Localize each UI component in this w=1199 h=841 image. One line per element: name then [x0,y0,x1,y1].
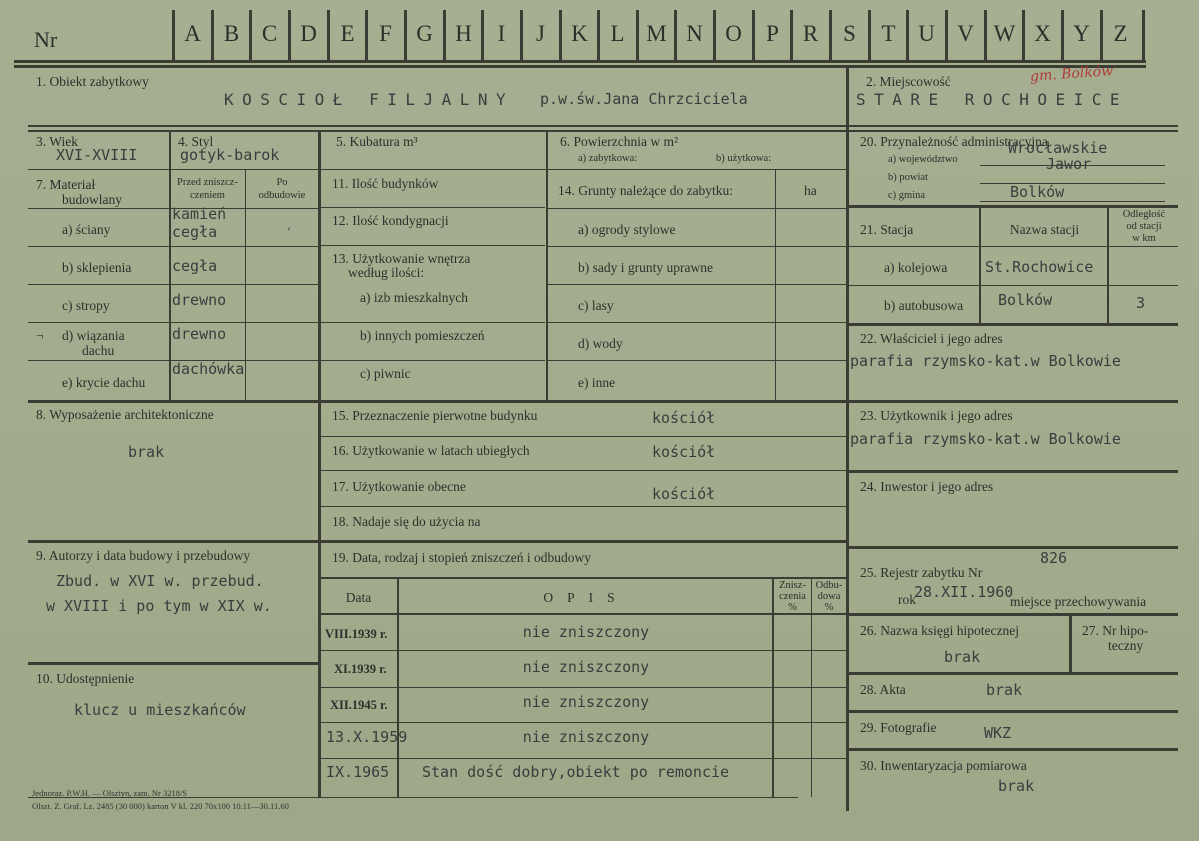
f9-line-2: w XVIII i po tym w XIX w. [46,597,272,615]
nr-label: Nr [34,27,58,52]
f14-d: d) wody [578,336,623,351]
f28-top-line [848,672,1178,675]
letter-a: A [184,21,201,46]
f26-top-line [848,613,1178,616]
f7-row-d-label-2: dachu [82,343,115,358]
f28-label: 28. Akta [860,682,906,697]
f14-unit: ha [804,183,817,198]
f7-after-header-1: Po [276,177,288,188]
f7-row-e-label: e) krycie dachu [62,375,146,390]
f21-dist-col-line [1107,207,1109,323]
section-10-top-line [28,662,318,665]
f22-value: parafia rzymsko-kat.w Bolkowie [850,352,1121,370]
f29-label: 29. Fotografie [860,720,937,735]
f21-header-bottom-line [848,246,1178,247]
f19-date-header: Data [345,590,372,605]
f19-row-line-1 [320,650,846,651]
letter-j: J [536,21,545,46]
f15-label: 15. Przeznaczenie pierwotne budynku [332,408,538,423]
pencil-tick-mark: ‘ [287,226,292,241]
f19-row-5-desc: Stan dość dobry,obiekt po remoncie [422,763,730,781]
f1-value-main: KOSCIOŁ FILJALNY [224,90,515,109]
f27-label-2: teczny [1108,638,1144,653]
f2-label: 2. Miejscowość [866,74,951,89]
f19-row-line-2 [320,687,846,688]
f19-row-2-date: XI.1939 r. [334,662,387,676]
f7-row-a-label: a) ściany [62,222,111,237]
wiek-styl-divider [169,130,171,169]
f15-bottom-line [320,436,846,437]
footer-line-2: Olszt. Z. Graf. Lz. 2485 (30 000) karton V kl. 220 70x100 10.11—30.11.60 [32,801,289,811]
f25-nr: 826 [1040,549,1068,567]
f21-dist-header-1: Odległość [1122,209,1166,220]
f12-label: 12. Ilość kondygnacji [332,213,449,228]
f5-label: 5. Kubatura m³ [336,134,418,149]
f13-a: a) izb mieszkalnych [360,290,468,305]
f2-value: STARE ROCHOEICE [856,90,1128,109]
row2-bottom-line [28,169,846,170]
f7-row-c-label: c) stropy [62,298,110,313]
f20-c-value: Bolków [1010,183,1065,201]
f8-label: 8. Wyposażenie architektoniczne [36,407,214,422]
f17-value: kościół [652,485,716,503]
f20-b-label: b) powiat [888,172,928,183]
f3-value: XVI-XVIII [56,146,138,164]
f7-label-1: 7. Materiał [36,177,96,192]
f19-row-line-4 [320,758,846,759]
f28-value: brak [986,681,1023,699]
f3-label: 3. Wiek [36,134,78,149]
material-row-line-4 [28,322,318,323]
f13-f14-divider [546,170,548,400]
f7-before-header-2: czeniem [190,190,225,201]
f22-top-line [848,323,1178,326]
section-9-top-line [28,540,320,543]
f11-label: 11. Ilość budynków [332,176,439,191]
f14-c: c) lasy [578,298,614,313]
f6-sub-a: a) zabytkowa: [578,153,638,164]
f19-zn-header-2: czenia [779,591,806,602]
material-col-line-1 [169,170,171,402]
letter-y: Y [1073,21,1090,46]
header-bottom-line-2 [14,65,1146,68]
f21-a-value: St.Rochowice [985,258,1094,276]
f27-label-1: 27. Nr hipo- [1082,623,1149,638]
f14-row-line-1 [548,208,846,209]
f19-row-line-3 [320,722,846,723]
f7-row-d-before: drewno [172,325,227,343]
letter-z: Z [1113,21,1128,46]
f19-opis-header: OPIS [543,590,629,605]
f19-row-5-date: IX.1965 [326,763,390,781]
f7-row-a-before-2: cegła [172,223,218,241]
f6-label: 6. Powierzchnia w m² [560,134,679,149]
f21-row-line [848,285,1178,286]
f9-line-1: Zbud. w XVI w. przebud. [56,572,264,590]
f14-row-line-4 [548,322,846,323]
f25-label: 25. Rejestr zabytku Nr [860,565,983,580]
row1-bottom-line [28,125,846,127]
f20-b-value: Jawor [1046,155,1092,173]
f21-a-label: a) kolejowa [884,260,948,275]
f19-label: 19. Data, rodzaj i stopień zniszczeń i odbudowy [332,550,592,565]
f7-row-d-label: d) wiązania [62,328,125,343]
f21-dist-header-2: od stacji [1126,221,1162,232]
f13-label-1: 13. Użytkowanie wnętrza [332,251,471,266]
f19-od-header-2: dowa [817,591,841,602]
f19-row-3-date: XII.1945 r. [330,698,388,712]
letter-f: F [379,21,392,46]
f7-after-header-2: odbudowie [258,190,306,201]
f12-bottom-line [320,245,545,246]
letter-c: C [261,21,278,46]
section-8-top-line [28,400,846,403]
f2-handwriting: gm. Bolków [1029,63,1114,85]
f29-top-line [848,710,1178,713]
f17-bottom-line [320,506,846,507]
f19-row-1-desc: nie zniszczony [522,623,650,641]
f30-top-line [848,748,1178,751]
f11-bottom-line [320,207,545,208]
f25-miejsce: miejsce przechowywania [1010,594,1147,609]
f30-value: brak [998,777,1035,795]
f14-e: e) inne [578,375,616,390]
f21-top-line [848,205,1178,208]
f19-row-4-date: 13.X.1959 [326,728,408,746]
f14-ha-column-line [775,170,776,400]
header-end-line [1142,10,1145,62]
f4-value: gotyk-barok [180,146,280,164]
letter-w: W [993,21,1016,46]
right-column-divider [846,67,849,811]
f25-rok-value: 28.XII.1960 [914,583,1014,601]
f9-label: 9. Autorzy i data budowy i przebudowy [36,548,251,563]
f7-label-2: budowlany [62,192,122,207]
row1-bottom-line-2 [28,130,846,132]
f14-a: a) ogrody stylowe [578,222,676,237]
letter-e: E [340,21,355,46]
f22-label: 22. Właściciel i jego adres [860,331,1003,346]
f2-bottom-line-2 [848,130,1178,132]
f6-sub-b: b) użytkowa: [716,153,772,164]
f23-value: parafia rzymsko-kat.w Bolkowie [850,430,1121,448]
f14-row-line-3 [548,284,846,285]
f8-value: brak [128,443,165,461]
letter-k: K [571,21,588,46]
f16-bottom-line [320,470,846,471]
letter-r: R [802,21,819,46]
f19-row-2-desc: nie zniszczony [522,658,650,676]
f19-zn-header-3: % [788,602,797,613]
f13-row-line-1 [320,322,545,323]
f26-value: brak [944,648,981,666]
f16-label: 16. Użytkowanie w latach ubiegłych [332,443,530,458]
f25-top-line [848,546,1178,549]
f18-bottom-line [320,540,846,543]
f19-row-4-desc: nie zniszczony [522,728,650,746]
letter-g: G [416,21,433,46]
letter-i: I [497,21,506,46]
letter-h: H [455,21,472,46]
f29-value: WKZ [984,724,1012,742]
f2-bottom-line [848,125,1178,127]
f23-top-line [848,400,1178,403]
f20-c-label: c) gmina [888,190,926,201]
f14-row-line-5 [548,360,846,361]
middle-divider [318,130,321,797]
letter-m: M [646,21,667,46]
f19-row-3-desc: nie zniszczony [522,693,650,711]
f23-label: 23. Użytkownik i jego adres [860,408,1013,423]
f30-label: 30. Inwentaryzacja pomiarowa [860,758,1027,773]
f14-row-line-2 [548,246,846,247]
f4-label: 4. Styl [178,134,214,149]
f7-row-b-before: cegła [172,257,218,275]
f21-dist-header-3: w km [1132,233,1156,244]
material-row-line-2 [28,246,318,247]
letter-v: V [957,21,974,46]
letter-b: B [223,21,240,46]
f21-name-header: Nazwa stacji [1009,222,1080,237]
letter-o: O [725,21,742,46]
f18-label: 18. Nadaje się do użycia na [332,514,481,529]
f16-value: kościół [652,443,716,461]
material-row-line-3 [28,284,318,285]
f1-value-rest: p.w.św.Jana Chrzciciela [540,90,748,108]
letter-t: T [881,21,896,46]
f19-od-header-3: % [824,602,834,613]
f7-before-header-1: Przed zniszcz- [177,177,238,188]
f19-od-header-1: Odbu- [815,580,843,591]
header-bottom-line [14,60,1146,63]
kub-pow-divider [546,130,548,170]
letter-u: U [918,21,935,46]
f13-b: b) innych pomieszczeń [360,328,485,343]
material-col-line-2 [245,170,246,402]
f21-label: 21. Stacja [860,222,914,237]
f20-label: 20. Przynależność administracyjna [860,134,1048,149]
letter-x: X [1034,21,1051,46]
f10-value: klucz u mieszkańców [74,701,246,719]
f13-label-2: według ilości: [348,265,425,280]
letter-l: L [610,21,625,46]
f1-label: 1. Obiekt zabytkowy [36,74,149,89]
f21-name-col-line [979,207,981,323]
f25-rok-label: rok [898,592,916,607]
f26-label: 26. Nazwa księgi hipotecznej [860,623,1019,638]
f7-row-b-label: b) sklepienia [62,260,132,275]
f21-b-label: b) autobusowa [884,298,964,313]
f17-label: 17. Użytkowanie obecne [332,479,466,494]
f20-a-value: Wrocławskie [1008,139,1108,157]
f21-b-value: Bolków [998,291,1053,309]
footer-line-1: Jednoraz. P.W.H. — Olsztyn, zam. Nr 3218/S [32,788,188,798]
letter-p: P [766,21,779,46]
f19-row-1-date: VIII.1939 r. [325,627,388,641]
f19-zn-header-1: Znisz- [779,580,806,591]
letter-s: S [843,21,856,46]
f7-row-a-before: kamień [172,205,227,223]
f20-underline-b [980,183,1165,184]
f21-b-distance: 3 [1136,294,1146,312]
f7-row-d-marker: ¬ [36,328,44,343]
f14-label: 14. Grunty należące do zabytku: [558,183,734,198]
f26-f27-divider [1069,615,1072,673]
f24-label: 24. Inwestor i jego adres [860,479,994,494]
f24-top-line [848,470,1178,473]
f7-row-e-before: dachówka [172,360,245,378]
f13-c: c) piwnic [360,366,411,381]
f7-row-c-before: drewno [172,291,227,309]
f14-b: b) sady i grunty uprawne [578,260,713,275]
f10-label: 10. Udostępnienie [36,671,135,686]
letter-n: N [686,21,703,46]
letter-d: D [300,21,317,46]
f20-a-label: a) województwo [888,154,958,165]
f20-underline-c [980,201,1165,202]
f15-value: kościół [652,409,716,427]
f13-row-line-2 [320,360,545,361]
